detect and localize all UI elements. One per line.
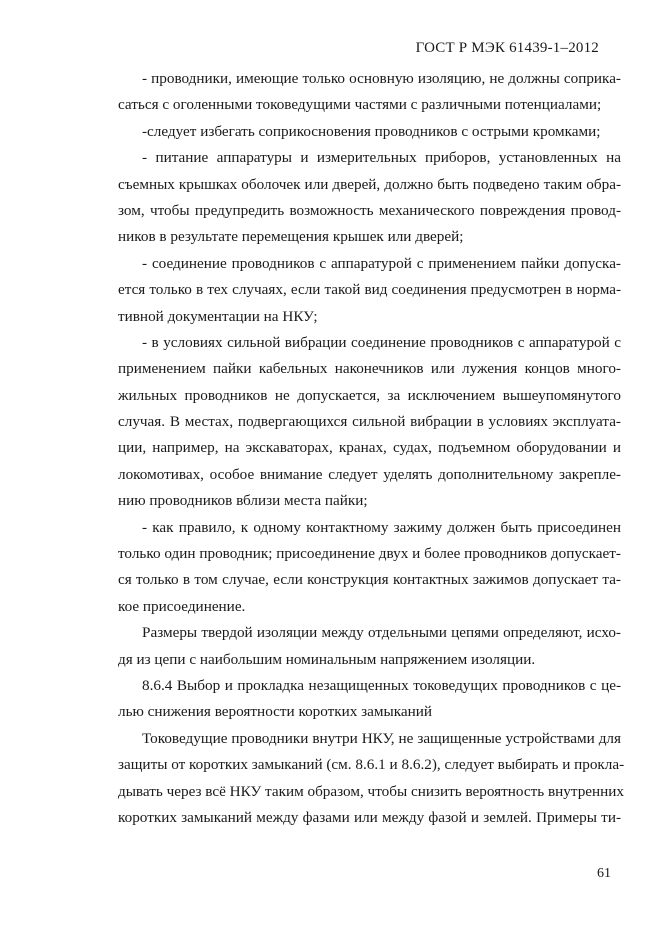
text-line: жильных проводников не допускается, за исключением вышеупомянутого (118, 386, 621, 404)
document-header: ГОСТ Р МЭК 61439-1–2012 (415, 40, 599, 56)
text-line: Токоведущие проводники внутри НКУ, не защищенные устройствами для (142, 729, 621, 747)
text-line: Размеры твердой изоляции между отдельными цепями определяют, исхо- (142, 624, 621, 642)
text-line: 8.6.4 Выбор и прокладка незащищенных токоведущих проводников с це- (142, 676, 621, 694)
text-line: - проводники, имеющие только основную изоляцию, не должны соприка- (142, 70, 621, 87)
text-line: - соединение проводников с аппаратурой с применением пайки допуска- (142, 254, 621, 272)
text-line: защиты от коротких замыканий (см. 8.6.1 и 8.6.2), следует выбирать и прокла- (118, 756, 625, 774)
text-line: применением пайки кабельных наконечников или лужения концов много- (118, 360, 621, 378)
document-body (118, 66, 625, 831)
text-line: ников в результате перемещения крышек или дверей; (118, 228, 464, 246)
text-line: ется только в тех случаях, если такой вид соединения предусмотрен в норма- (118, 281, 621, 299)
text-line: коротких замыканий между фазами или между фазой и землей. Примеры ти- (118, 808, 621, 826)
text-line: случая. В местах, подвергающихся сильной вибрации в условиях эксплуата- (118, 413, 621, 431)
text-line: саться с оголенными токоведущими частями с различными потенциалами; (118, 96, 602, 114)
text-line: кое присоединение. (118, 597, 246, 615)
text-line: тивной документации на НКУ; (118, 307, 318, 325)
text-line: съемных крышках оболочек или дверей, должно быть подведено таким обра- (118, 175, 621, 193)
page-number: 61 (597, 866, 611, 881)
text-line: нию проводников вблизи места пайки; (118, 492, 368, 510)
text-line: - как правило, к одному контактному зажиму должен быть присоединен (142, 518, 621, 536)
text-line: - в условиях сильной вибрации соединение проводников с аппаратурой с (142, 333, 621, 351)
text-line: ся только в том случае, если конструкция контактных зажимов допускает та- (118, 571, 621, 589)
text-line: дя из цепи с наибольшим номинальным напряжением изоляции. (118, 650, 536, 668)
text-line: только один проводник; присоединение двух и более проводников допускает- (118, 545, 621, 563)
text-line: -следует избегать соприкосновения проводников с острыми кромками; (142, 122, 601, 140)
text-line: лью снижения вероятности коротких замыканий (118, 703, 433, 721)
text-line: - питание аппаратуры и измерительных приборов, установленных на (142, 149, 621, 167)
text-line: зом, чтобы предупредить возможность механического повреждения провод- (118, 201, 621, 219)
text-line: ции, например, на экскаваторах, кранах, судах, подъемном оборудовании и (118, 439, 621, 457)
text-line: дывать через всё НКУ таким образом, чтобы снизить вероятность внутренних (118, 782, 625, 800)
text-line: локомотивах, особое внимание следует уделять дополнительному закрепле- (118, 465, 621, 483)
